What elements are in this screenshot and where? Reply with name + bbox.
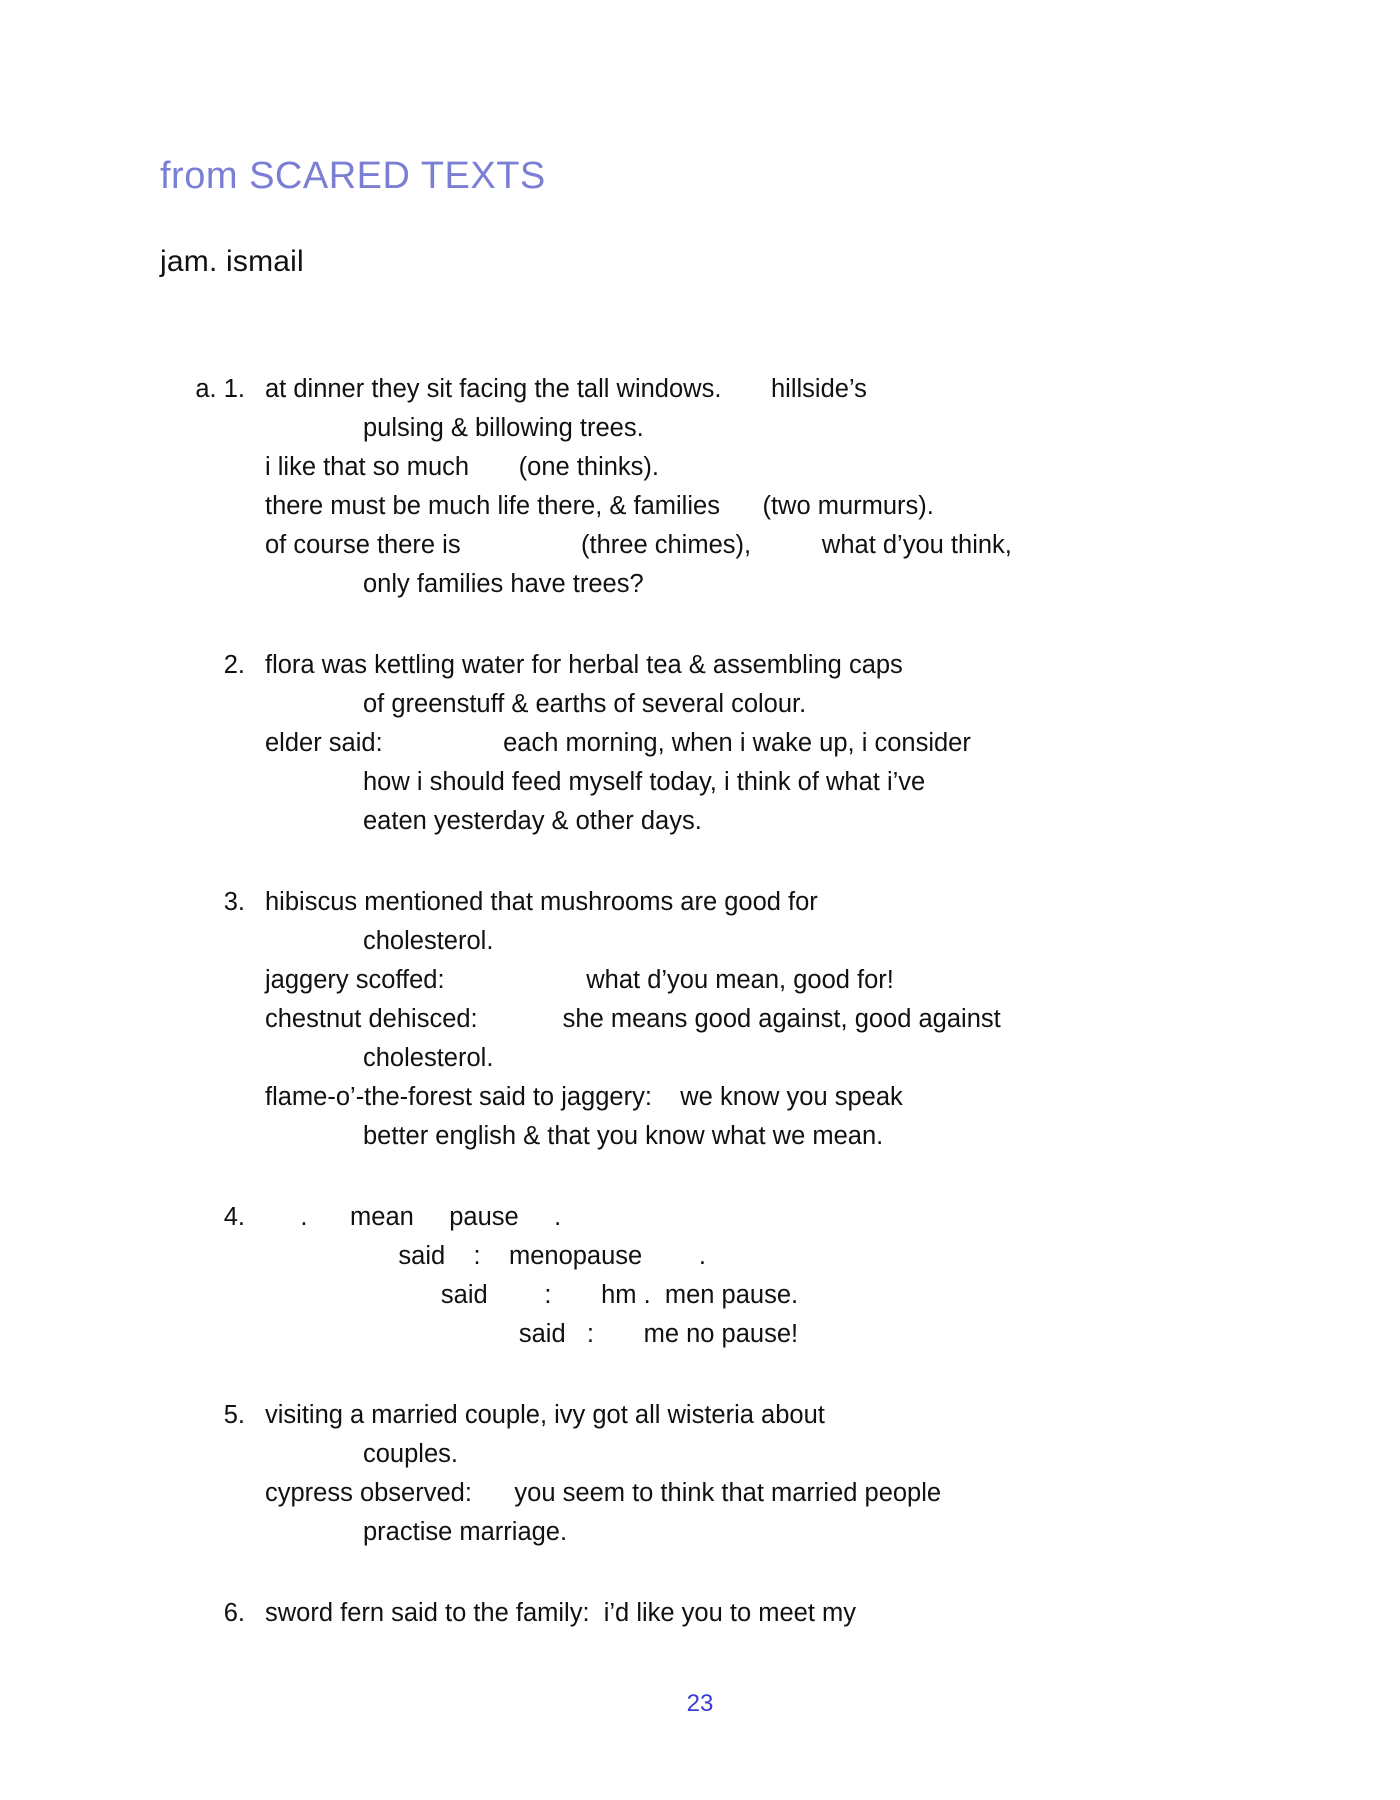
line-text: said : menopause . [363, 1242, 706, 1270]
line-text: cypress observed: you seem to think that married people [265, 1479, 942, 1507]
line-text: only families have trees? [363, 570, 644, 598]
line-text: how i should feed myself today, i think of what i’ve [363, 768, 926, 796]
line-text: eaten yesterday & other days. [363, 807, 702, 835]
poem-line [0, 961, 1400, 1000]
poem-line [0, 409, 1400, 448]
poem-line [0, 1396, 1400, 1435]
stanza [0, 1198, 1400, 1354]
poem-line [0, 1474, 1400, 1513]
poem-line [0, 883, 1400, 922]
poem-line [0, 724, 1400, 763]
poem-line [0, 565, 1400, 604]
line-text: better english & that you know what we mean. [363, 1122, 884, 1150]
author-name: jam. ismail [160, 245, 304, 278]
poem-line [0, 1198, 1400, 1237]
line-text: cholesterol. [363, 927, 494, 955]
poem-line [0, 1117, 1400, 1156]
title-main: SCARED TEXTS [249, 155, 546, 197]
poem-line [0, 1315, 1400, 1354]
stanza-marker: 3. [223, 888, 245, 916]
line-text: sword fern said to the family: i’d like you to meet my [265, 1599, 856, 1627]
stanza-marker: 2. [223, 651, 245, 679]
stanza-marker: 4. [223, 1203, 245, 1231]
poem-line [0, 646, 1400, 685]
line-text: there must be much life there, & families (two murmurs). [265, 492, 934, 520]
line-text: of greenstuff & earths of several colour. [363, 690, 807, 718]
poem-line [0, 1594, 1400, 1633]
poem-line [0, 1435, 1400, 1474]
poem-line [0, 1237, 1400, 1276]
poem-line [0, 526, 1400, 565]
poem-line [0, 1513, 1400, 1552]
line-text: . mean pause . [265, 1203, 562, 1231]
poem-line [0, 763, 1400, 802]
line-text: elder said: each morning, when i wake up, i consider [265, 729, 971, 757]
stanza-marker: a. 1. [195, 375, 245, 403]
stanza [0, 370, 1400, 604]
line-text: practise marriage. [363, 1518, 568, 1546]
stanza [0, 646, 1400, 841]
poem-line [0, 1078, 1400, 1117]
poem-body [0, 370, 1400, 1675]
line-text: pulsing & billowing trees. [363, 414, 644, 442]
poem-line [0, 1000, 1400, 1039]
line-text: said : hm . men pause. [363, 1281, 799, 1309]
line-text: i like that so much (one thinks). [265, 453, 659, 481]
line-text: couples. [363, 1440, 458, 1468]
line-text: chestnut dehisced: she means good against, good against [265, 1005, 1001, 1033]
poem-line [0, 922, 1400, 961]
line-text: said : me no pause! [363, 1320, 799, 1348]
page-title [160, 155, 546, 198]
line-text: at dinner they sit facing the tall windows. hillside’s [265, 375, 867, 403]
poem-line [0, 487, 1400, 526]
poem-line [0, 1276, 1400, 1315]
stanza [0, 1594, 1400, 1633]
title-prefix: from [160, 155, 250, 197]
line-text: visiting a married couple, ivy got all wisteria about [265, 1401, 825, 1429]
line-text: flame-o’-the-forest said to jaggery: we know you speak [265, 1083, 903, 1111]
poem-line [0, 448, 1400, 487]
page-number: 23 [686, 1690, 714, 1717]
stanza [0, 883, 1400, 1156]
stanza-marker: 5. [223, 1401, 245, 1429]
line-text: of course there is (three chimes), what d’you think, [265, 531, 1012, 559]
line-text: cholesterol. [363, 1044, 494, 1072]
line-text: hibiscus mentioned that mushrooms are good for [265, 888, 818, 916]
stanza [0, 1396, 1400, 1552]
stanza-marker: 6. [223, 1599, 245, 1627]
line-text: flora was kettling water for herbal tea & assembling caps [265, 651, 903, 679]
poem-line [0, 1039, 1400, 1078]
poem-line [0, 370, 1400, 409]
poem-line [0, 802, 1400, 841]
poem-line [0, 685, 1400, 724]
line-text: jaggery scoffed: what d’you mean, good for! [265, 966, 894, 994]
